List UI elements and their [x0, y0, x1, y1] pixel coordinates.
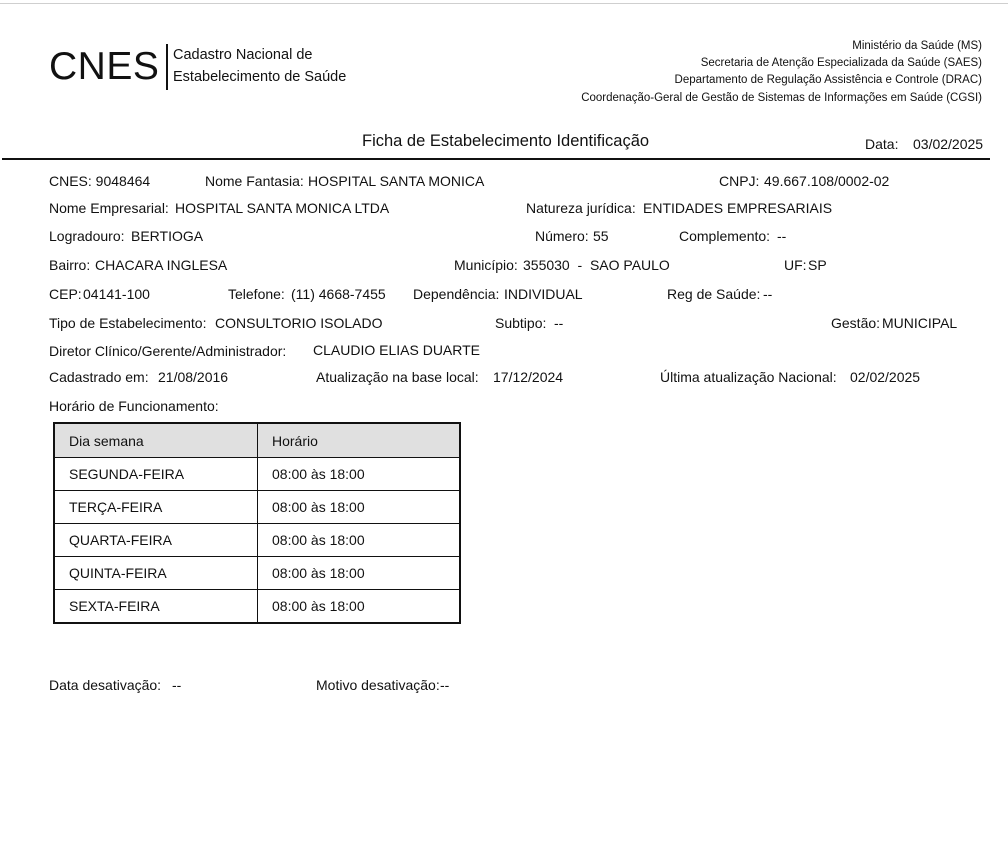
document-title: Ficha de Estabelecimento Identificação: [362, 132, 650, 150]
day-cell: SEGUNDA-FEIRA: [54, 458, 258, 491]
header-dia-semana: Dia semana: [54, 423, 258, 458]
gestao-value: MUNICIPAL: [882, 315, 958, 331]
complemento-value: --: [777, 228, 787, 244]
cep-label: CEP:: [49, 286, 82, 302]
nome-empresarial-value: HOSPITAL SANTA MONICA LTDA: [175, 200, 390, 216]
time-cell: 08:00 às 18:00: [258, 524, 461, 557]
table-row: [54, 590, 460, 624]
natureza-value: ENTIDADES EMPRESARIAIS: [643, 200, 833, 216]
motivo-desativacao-value: --: [440, 677, 450, 693]
nome-fantasia-value: HOSPITAL SANTA MONICA: [308, 173, 485, 189]
day-cell: SEXTA-FEIRA: [54, 590, 258, 624]
org-line-ms: Ministério da Saúde (MS): [852, 40, 982, 52]
dependencia-label: Dependência:: [413, 286, 500, 302]
org-line-drac: Departamento de Regulação Assistência e Controle (DRAC): [674, 74, 982, 87]
nome-empresarial-label: Nome Empresarial:: [49, 200, 169, 216]
telefone-value: (11) 4668-7455: [291, 286, 386, 302]
org-line-cgsi: Coordenação-Geral de Gestão de Sistemas de Informações em Saúde (CGSI): [581, 91, 982, 104]
table-row: [54, 458, 460, 491]
subtipo-value: --: [554, 315, 564, 331]
dependencia-value: INDIVIDUAL: [504, 286, 583, 302]
reg-saude-value: --: [763, 286, 773, 302]
table-row: [54, 491, 460, 524]
cadastrado-label: Cadastrado em:: [49, 369, 149, 385]
bairro-value: CHACARA INGLESA: [95, 257, 228, 273]
reg-saude-label: Reg de Saúde:: [667, 286, 761, 302]
logradouro-label: Logradouro:: [49, 228, 125, 244]
time-cell: 08:00 às 18:00: [258, 557, 461, 590]
diretor-value: CLAUDIO ELIAS DUARTE: [313, 342, 481, 358]
date-value: 03/02/2025: [913, 136, 984, 152]
diretor-label: Diretor Clínico/Gerente/Administrador:: [49, 343, 287, 359]
municipio-label: Município:: [454, 257, 518, 273]
cep-value: 04141-100: [83, 286, 150, 302]
tipo-label: Tipo de Estabelecimento:: [49, 315, 207, 331]
gestao-label: Gestão:: [831, 315, 881, 331]
uf-label: UF:: [784, 257, 807, 273]
complemento-label: Complemento:: [679, 228, 771, 244]
motivo-desativacao-label: Motivo desativação:: [316, 677, 440, 693]
top-divider: [0, 3, 1008, 4]
time-cell: 08:00 às 18:00: [258, 458, 461, 491]
natureza-label: Natureza jurídica:: [526, 200, 636, 216]
table-row: [54, 557, 460, 590]
subtipo-label: Subtipo:: [495, 315, 547, 331]
bairro-label: Bairro:: [49, 257, 91, 273]
cadastrado-value: 21/08/2016: [158, 369, 229, 385]
logo-subtitle-line-2: Estabelecimento de Saúde: [173, 69, 347, 85]
cnpj-value: 49.667.108/0002-02: [764, 173, 890, 189]
time-cell: 08:00 às 18:00: [258, 590, 461, 624]
uf-value: SP: [808, 257, 827, 273]
organization-block: [581, 38, 982, 107]
logo-subtitle-line-1: Cadastro Nacional de: [173, 47, 313, 63]
atualizacao-local-value: 17/12/2024: [493, 369, 564, 385]
header-horario: Horário: [258, 423, 461, 458]
logo-subtitle: [173, 44, 346, 88]
day-cell: QUINTA-FEIRA: [54, 557, 258, 590]
numero-value: 55: [593, 228, 609, 244]
hours-table: [53, 422, 461, 624]
telefone-label: Telefone:: [228, 286, 285, 302]
logo-separator: [166, 44, 168, 90]
day-cell: TERÇA-FEIRA: [54, 491, 258, 524]
atualizacao-local-label: Atualização na base local:: [316, 369, 479, 385]
hours-header-row: [54, 423, 460, 458]
atualizacao-nacional-value: 02/02/2025: [850, 369, 921, 385]
header-rule: [2, 158, 990, 160]
org-line-saes: Secretaria de Atenção Especializada da Saúde (SAES): [700, 57, 982, 70]
logradouro-value: BERTIOGA: [131, 228, 204, 244]
time-cell: 08:00 às 18:00: [258, 491, 461, 524]
data-desativacao-value: --: [172, 677, 182, 693]
cnpj-label: CNPJ:: [719, 173, 760, 189]
nome-fantasia-label: Nome Fantasia:: [205, 173, 304, 189]
date-label: Data:: [865, 136, 899, 152]
municipio-value: 355030 - SAO PAULO: [523, 257, 670, 273]
cnes-logo: CNES: [49, 45, 160, 88]
day-cell: QUARTA-FEIRA: [54, 524, 258, 557]
cnes-code: CNES: 9048464: [49, 173, 151, 189]
atualizacao-nacional-label: Última atualização Nacional:: [660, 369, 837, 385]
table-row: [54, 524, 460, 557]
numero-label: Número:: [535, 228, 589, 244]
tipo-value: CONSULTORIO ISOLADO: [215, 315, 383, 331]
horario-label: Horário de Funcionamento:: [49, 398, 219, 414]
data-desativacao-label: Data desativação:: [49, 677, 162, 693]
